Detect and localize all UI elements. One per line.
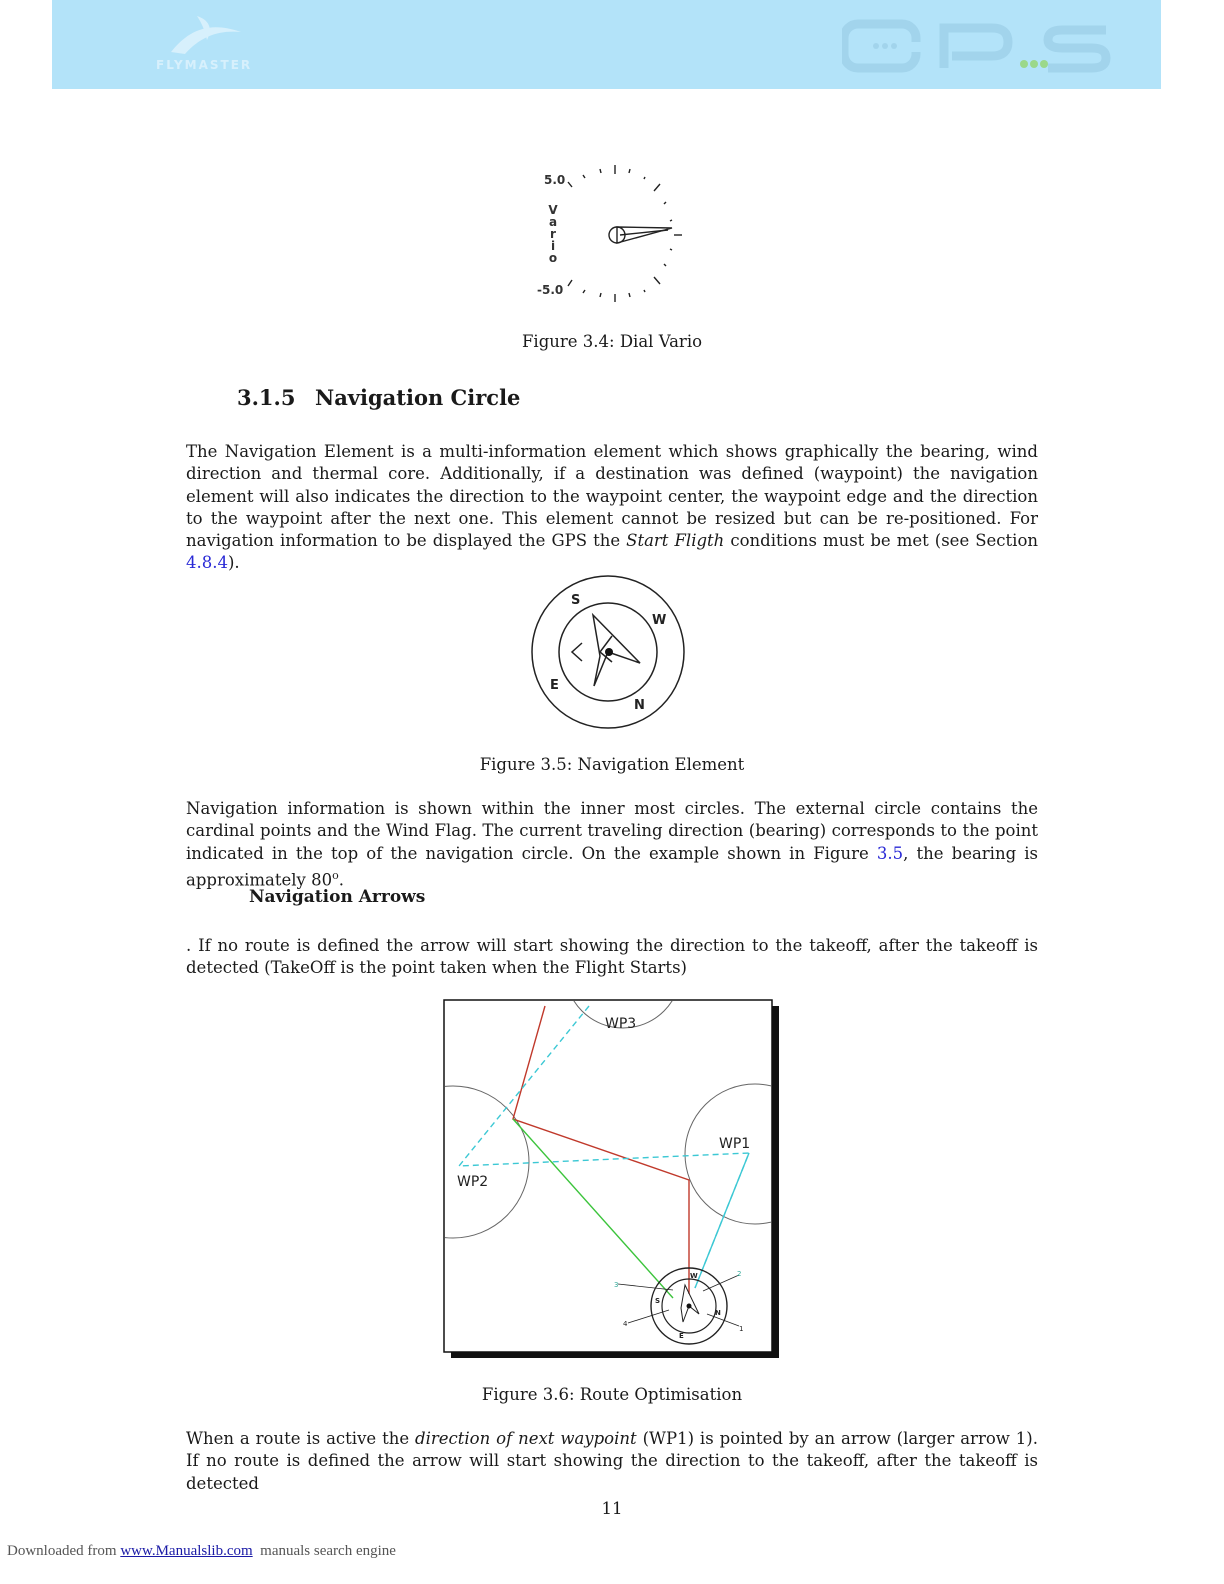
paragraph-text: Navigation information is shown within the inner most circles. The external circle contains the cardinal points and the Wind Flag. The current traveling direction (bearing) corresponds to the point indicated in the top of the navigation circle. On the example shown in Figure (186, 799, 1038, 863)
paragraph (186, 441, 1038, 575)
nav-north-label: N (634, 698, 645, 713)
navigation-element-figure (530, 572, 690, 732)
nav-south-label: S (571, 593, 581, 608)
arrow-number-2: 2 (737, 1270, 742, 1278)
vario-top-label: 5.0 (544, 173, 566, 187)
vario-side-letter: V (548, 203, 558, 217)
manualslib-link[interactable]: www.Manualslib.com (120, 1543, 253, 1559)
route-optimisation-figure (443, 998, 783, 1362)
paragraph-text: (WP1) is pointed by an arrow (larger arrow 1). If no route is defined the arrow will start showing the direction to the takeoff, after the takeoff is detected (186, 1429, 1038, 1493)
section-number: 3.1.5 (237, 385, 296, 410)
vario-side-letter: r (550, 227, 556, 241)
header-banner (52, 0, 1161, 89)
arrow-number-3: 3 (614, 1281, 619, 1289)
wp2-label: WP2 (457, 1174, 489, 1190)
subsection-title: Navigation Arrows (249, 887, 426, 907)
compass-east-label: E (679, 1332, 684, 1340)
paragraph-text: The Navigation Element is a multi-information element which shows graphically the bearing, wind direction and thermal core. Additionally, if a destination was defined (waypoint) the navigation element will also indicates the direction to the waypoint center, the waypoint edge and the direction to the waypoint after the next one. This element cannot be resized but can be re-positioned. For navigation information to be displayed the GPS the (186, 442, 1038, 551)
figure-caption: Figure 3.5: Navigation Element (479, 755, 745, 774)
wp3-label: WP3 (605, 1016, 637, 1032)
paragraph (186, 798, 1038, 892)
download-footer (7, 1543, 396, 1560)
paragraph-text: When a route is active the (186, 1429, 416, 1448)
arrow-number-1: 1 (739, 1325, 744, 1333)
figure-caption: Figure 3.4: Dial Vario (521, 332, 703, 351)
italic-term: Start Fligth (626, 531, 725, 551)
figure-caption: Figure 3.6: Route Optimisation (481, 1385, 743, 1404)
vario-side-letter: a (548, 215, 558, 229)
section-title: Navigation Circle (315, 385, 521, 410)
footer-text: Downloaded from (7, 1543, 121, 1559)
compass-south-label: S (655, 1297, 661, 1305)
compass-west-label: W (690, 1272, 698, 1280)
nav-west-label: W (652, 613, 667, 628)
paragraph (186, 1428, 1038, 1495)
footer-text: manuals search engine (252, 1543, 396, 1559)
vario-side-letter: o (548, 251, 558, 265)
section-link[interactable]: 4.8.4 (186, 553, 228, 573)
arrow-number-4: 4 (623, 1320, 628, 1328)
flymaster-logo-icon (167, 12, 247, 56)
gps-logo-icon (842, 18, 1112, 74)
paragraph-text: , the bearing is approximately 80 (186, 843, 1038, 890)
paragraph-text: conditions must be met (see Section (724, 531, 1039, 551)
paragraph: . If no route is defined the arrow will start showing the direction to the takeoff, after the takeoff is detected (TakeOff is the point taken when the Flight Starts) (186, 936, 1038, 978)
brand-name: FLYMASTER (156, 58, 253, 72)
compass-north-label: N (715, 1309, 721, 1317)
paragraph-text: ). (227, 553, 240, 573)
degree-symbol: o (332, 868, 339, 882)
nav-east-label: E (550, 678, 559, 693)
paragraph-text: . (338, 870, 344, 890)
figure-link[interactable]: 3.5 (876, 843, 904, 863)
page-number: 11 (601, 1499, 623, 1518)
vario-side-letter: i (550, 239, 556, 253)
vario-bottom-label: -5.0 (537, 283, 564, 297)
italic-term: direction of next waypoint (415, 1429, 637, 1448)
wp1-label: WP1 (719, 1136, 751, 1152)
dial-vario-figure (530, 160, 700, 310)
